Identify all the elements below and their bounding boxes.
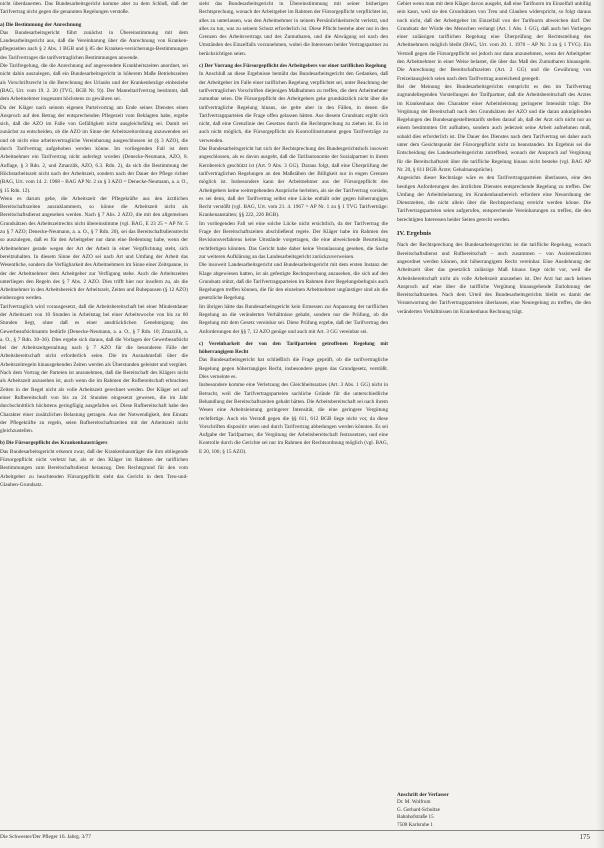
page-footer: [0, 830, 604, 845]
paragraph: Insbesondere komme eine Verletzung des Gleichheitssatzes (Art. 3 Abs. 1 GG) nicht in Betracht, weil die Tarifvertragsparteien sachliche Gründe für die unterschiedliche Behandlung der Bereitschaftszeiten gehabt hätten. Die Arbeitsbereitschaft sei nach ihrem Wesen eine Arbeitsleistung geringerer Intensität, die eine geringere Vergütung rechtfertige. Auch ein Verstoß gegen die §§ 611, 612 BGB liege nicht vor, da diese Vorschriften dispositiv seien und durch Tarifvertrag abbedungen werden könnten. Es sei Aufgabe der Tarifpartner, die Vergütung der Arbeitsbereitschaft festzusetzen, und eine Kontrolle durch die Gerichte sei nur im Rahmen der Rechtsordnung möglich (vgl. BAG, E 20, 106; § 15 AZO).: [199, 382, 388, 455]
author-line: Bahnhofstraße 15: [397, 814, 434, 821]
paragraph: Tarifvertraglich wird vorausgesetzt, daß die Arbeitsbereitschaft bei einer Mindestdauer der Arbeitszeit von 10 Stunden in Arbeitstag bei einer Arbeitswoche von bis zu 60 Stunden liegt, ohne daß es einer ausdrücklichen Genehmigung des Gewerbeaufsichtsamts bedürfe (Denecke-Neumann, a. a. O., § 7 Rdn. 10; Zmarzlik, a. a. O., § 7 Rdn. 30–36). Dies ergebe sich daraus, daß die Vorlagen der Gewerbeaufsicht bei der Arbeitszeitgestaltung nach § 7 AZO für die besonderen Fälle der Arbeitsbereitschaft nicht erforderlich seien. Die im Ausnahmefall über die Arbeitszeitregeln hinausgehenden Zeiten werden als Überstunden geleistet und vergütet.: [0, 303, 188, 368]
paragraph: sieht das Bundesarbeitsgericht in Übereinstimmung mit seiner bisherigen Rechtsprechung, wonach der Arbeitgeber im Rahmen der Fürsorgepflicht verpflichtet ist, alles zu unterlassen, was den Arbeitnehmer in seinem Persönlichkeitsrecht verletzt, und alles zu tun, was zu seinem Schutz erforderlich ist. Diese Pflicht bestehe aber nur in den Grenzen des Arbeitsvertrags und des Zumutbaren, und die Abwägung sei nach den Umständen des Einzelfalls vorzunehmen, wobei die Interessen beider Vertragspartner zu berücksichtigen seien.: [199, 1, 388, 57]
author-address-heading: Anschrift der Verfasser: [397, 792, 449, 798]
text-column-left: [0, 0, 188, 815]
paragraph: Im vorliegenden Fall sei eine solche Lücke nicht ersichtlich, da der Tarifvertrag die Frage der Bereitschaftszeiten abschließend regele. Der Kläger habe im Rahmen des Revisionsverfahrens keine Umstände vorgetragen, die eine abweichende Beurteilung rechtfertigen könnten. Das Gericht habe daher keine Veranlassung gesehen, die Sache zur weiteren Aufklärung an das Landesarbeitsgericht zurückzuverweisen.: [199, 220, 388, 260]
paragraph: Die insoweit Landesarbeitsgericht und Bundesarbeitsgericht mit dem ersten Instanz der Klage abgewiesen hatten, ist als gefestigte Rechtsprechung anzusehen, die sich auf den Grundsatz stützt, daß die Tarifvertragsparteien im Rahmen ihrer Regelungsbefugnis auch Regelungen treffen können, die für den einzelnen Arbeitnehmer ungünstiger sind als die gesetzliche Regelung.: [199, 262, 388, 302]
paragraph: Das Bundesarbeitsgericht hat schließlich die Frage geprüft, ob die tarifvertragliche Regelung gegen höherrangiges Recht, insbesondere gegen das Grundgesetz, verstößt. Dies verneinte es.: [199, 357, 388, 381]
page-number: 175: [579, 833, 590, 841]
paragraph: Nach der Rechtsprechung des Bundesarbeitsgerichts ist die tarifliche Regelung, wonach Bereitschaftsdienst und Rufbereitschaft – auch zusammen – von Assistenzärzten angeordnet werden können, mit höherrangigem Recht vereinbar. Eine Ausdehnung der Arbeitszeit über das gesetzlich zulässige Maß hinaus liege nicht vor, weil die Arbeitsbereitschaft nicht als volle Arbeitszeit anzusehen ist. Der Arzt hat auch keinen Anspruch auf eine über die tarifliche Vergütung hinausgehende Entlohnung der Bereitschaftszeiten. Nach dem Urteil des Bundesarbeitsgerichts bleibt es damit der Verantwortung der Tarifvertragsparteien überlassen, eine Neuregelung zu treffen, die den veränderten Verhältnissen im Krankenhaus Rechnung trägt.: [397, 242, 591, 315]
paragraph: Die Tarifregelung, die die Anrechnung auf angewendete Krankheitszeiten anordnet, sei nicht dahin auszulegen, daß ein Bundesarbeitsgericht in höherem Maße Betriebszeiten als Vorschriftsrecht in die Berechnung des Urlaubs und der Krankenbezüge einbeziehe (BAG, Urt. vom 19. 2. 20 (TVG, BGB Nr. 9)). Der Manteltarifvertrag bestimmt, daß dem Arbeitnehmer insgesamt höchstens zu gewähren sei.: [0, 63, 188, 103]
paragraph: Da der Kläger nach seinem eigenen Parteivortrag am Ende seines Dienstes einen Anspruch auf den Betrag der entsprechenden Pflegezeit vom Beklagten habe, ergebe sich, daß die AZO im Falle von Gefälligkeit nicht ausgleichsfähig sei. Damit sei zunächst zu entscheiden, ob die AZO im Sinne der Arbeitszeitordnung anzuwenden sei und ob nicht eine arbeitsvertragliche Vereinbarung ausgeschlossen ist (§ 3 AZO), die durch Tarifvertrag aufgehoben werden könne. Im vorliegenden Fall ist dem Arbeitnehmer ein Tarifvertrag nicht auferlegt worden (Denecke-Neumann, AZO, 8. Auflage, § 3 Rdn. 2, und Zmarzlik, AZO, 6.3. Rdn. 2), da sich die Bestimmung der Höchstarbeitszeit nicht nach der Arbeitszeit, sondern nach der Dauer der Pflege richtet (BAG, Urt. vom 14. 2. 1968 – BAG AP Nr. 2 zu § 3 AZO = Denecke-Neumann, a. a. O., § 15 Rdn. 12).: [0, 104, 188, 194]
paragraph: In Anschluß an diese Ergebnisse bemüht das Bundesarbeitsgericht den Gedanken, daß der Arbeitgeber im Falle einer tariflichen Regelung verpflichtet sei, unter Beachtung der tarifvertraglichen Vorschriften diejenigen Maßnahmen zu treffen, die dem Arbeitnehmer zumutbar seien. Die Fürsorgepflicht des Arbeitgebers gehe grundsätzlich nicht über die tarifvertragliche Regelung hinaus, sie gelte aber in den Fällen, in denen die Tarifvertragsparteien die Frage offen gelassen hätten. Aus diesem Grundsatz ergibt sich nicht, daß eine Grenzlinie des Gesetzes durch die Rechtsprechung zu ziehen ist. Es ist auch nicht möglich, die Fürsorgepflicht als Kontrollinstrument gegen Tarifverträge zu verwenden.: [199, 71, 388, 144]
paragraph: Gebiet wenn man mit dem Kläger davon ausgeht, daß eine Tarifnorm im Einzelfall unbillig sein kann, weil sie den Grundsätzen von Treu und Glauben widerspricht, so folgt daraus noch nicht, daß der Arbeitgeber im Einzelfall von der Tarifnorm abweichen darf. Der Grundsatz der Würde des Menschen verlangt (Art. 1 Abs. 1 GG), daß auch bei Vorliegen einer zulässigen tariflichen Regelung eine Überprüfung der Rechtsstellung des Arbeitnehmers möglich bleibt (BAG, Urt. vom 20. 1. 1970 – AP Nr. 3 zu § 1 TVG). Ein Verstoß gegen die Fürsorgepflicht sei jedoch nur dann anzunehmen, wenn der Arbeitgeber den Arbeitnehmer in einer Weise belastet, die über das Maß des Zumutbaren hinausgeht. Die Anrechnung der Bereitschaftszeiten (Art. 2 GG) und die Gewährung von Freizeitausgleich seien nach dem Tarifvertrag ausreichend geregelt.: [397, 1, 591, 82]
page-edge-shadow: [596, 0, 604, 848]
paragraph: Das Bundesarbeitsgericht hat sich der Rechtsprechung des Bundesgerichtshofs insoweit angeschlossen, als es davon ausgeht, daß die Tarifautonomie der Sozialpartner in ihrem Kernbereich geschützt ist (Art. 9 Abs. 3 GG). Daraus folgt, daß eine Überprüfung der tarifvertraglichen Regelungen an den Maßstäben der Billigkeit nur in engen Grenzen möglich ist. Insbesondere kann der Arbeitnehmer aus der Fürsorgepflicht des Arbeitgebers keine weitergehenden Ansprüche herleiten, als sie der Tarifvertrag vorsieht, es sei denn, daß der Tarifvertrag selbst eine Lücke enthält oder gegen höherrangiges Recht verstößt (vgl. BAG, Urt. vom 21. 4. 1967 = AP Nr. 1 zu § 1 TVG Tarifverträge: Krankenanstalten; §§ 222, 226 BGB).: [199, 146, 388, 219]
subsection-heading: b) Die Fürsorgepflicht des Krankenhausträgers: [0, 440, 108, 447]
subsection-heading: c) Der Vorrang des Fürsorgepflicht des Arbeitgebers vor einer tariflichen Regelung: [199, 63, 387, 70]
section-heading: IV. Ergebnis: [397, 230, 431, 238]
text-column-right: [397, 0, 591, 815]
subsection-heading: c) Vereinbarkeit der von den Tarifparteien getroffenen Regelung mit höherrangigem Recht: [199, 340, 388, 356]
paragraph: nicht überdauerten. Das Bundesarbeitsgericht komme aber zu dem Schluß, daß der Tarifvertrag nicht gegen die genannten Regelungen verstoße.: [0, 1, 188, 16]
author-line: 7500 Karlsruhe 1: [397, 821, 434, 828]
paragraph: Das Bundesarbeitsgericht erkennt zwar, daß der Krankenhausträger die ihm obliegende Fürsorgepflicht nicht verletzt hat, als er den Kläger im Rahmen der tariflichen Bestimmungen zum Bereitschaftsdienst heranzog. Den Rechtsgrund für den vom Arbeitgeber zu beachtenden Fürsorgepflicht sieht das Gericht in dem Treu-und-Glauben-Grundsatz.: [0, 448, 188, 488]
paragraph: Das Bundesarbeitsgericht führt zunächst in Übereinstimmung mit dem Landesarbeitsgericht aus, daß die Vereinbarung über die Anrechnung von Kranken-pflegezeiten nach § 2 Abs. 1 BGB und § 85 der Kranken-versicherungs-Bestimmungen des Tarifvertrages die tarifvertraglichen Bestimmungen anwende.: [0, 29, 188, 61]
author-address-block: [397, 792, 591, 829]
paragraph: Im übrigen hätte das Bundesarbeitsgericht kein Ermessen zur Anpassung der tariflichen Regelung an die veränderten Verhältnisse gehabt, sondern nur die Prüfung, ob die Regelung mit dem Gesetz vereinbar sei. Diese Prüfung ergebe, daß der Tarifvertrag den Anforderungen der §§ 7, 12 AZO genüge und auch mit Art. 3 GG vereinbar sei.: [199, 303, 388, 335]
text-column-middle: [199, 0, 388, 815]
paragraph: Angesichts dieser Rechtslage wäre es den Tarifvertragsparteien überlassen, eine den heutigen Anforderungen des ärztlichen Dienstes entsprechende Regelung zu treffen. Der Umfang der Arbeitsbelastung im Krankenhausbereich erfordere eine Neuordnung der Dienstzeiten, die nicht allein über die Rechtsprechung erreicht werden könne. Die Tarifvertragsparteien seien aufgerufen, entsprechende Vereinbarungen zu treffen, die den berechtigten Interessen beider Seiten gerecht werden.: [397, 175, 591, 223]
paragraph: Nach dem Vortrag der Parteien ist anzunehmen, daß die Bereitschaft des Klägers nicht als Arbeitszeit anzusehen ist, auch wenn die im Rahmen der Rufbereitschaft erbrachten Zeiten in der Regel nicht als volle Arbeitszeit gerechnet werden. Der Kläger sei auf einer Rufbereitschaft von bis zu 24 Stunden eingesetzt gewesen, die im Jahr durchschnittlich höchstens geringfügig ausgefallen sei. Diese Rufbereitschaft habe den Charakter einer zusätzlichen Belastung getragen. Aus der Notwendigkeit, den Einsatz der Pflegekräfte zu regeln, seien Rufbereitschaftszeiten mit der Arbeitszeit nicht gleichzustellen.: [0, 370, 188, 435]
paragraph: Wenn es darum gehe, die Arbeitszeit der Pflegekräfte aus den ärztlichen Bereitschaftszeiten auszuklammern, so könne die Arbeitszeit nicht als Bereitschaftsdienst angesehen werden. Nach § 7 Abs. 2 AZO, die mit den allgemeinen Grundsätzen des Arbeitszeitrechts nicht übereinstimme (vgl. BAG, E 23 25 = AP Nr. 5 zu § 7 AZO; Denecke-Neumann, a. a. O., § 7 Rdn. 20), sei das Bereitschaftsdienstrecht so auszulegen, daß es für den Arbeitgeber nur dann eine Bedeutung habe, wenn der Arbeitnehmer gerade wegen der Art der Arbeit in einer Verpflichtung steht, sich bereitzuhalten. In diesem Sinne der AZO sei nach Art und Umfang der Arbeit das Wesentliche, sondern die Verfügbarkeit des Arbeitnehmers im Sinne einer Zeitspanne, in der der Arbeitnehmer dem Arbeitgeber zur Verfügung stehe. Auch die Arbeitszeiten unterliegen den Regeln des § 7 Abs. 2 AZO. Dies trifft hier nur insofern zu, als die Arbeitnehmer in den Arbeitsbereich der Arbeitszeit, Zeiten und Ruhepausen (§ 12 AZO) einbezogen werden.: [0, 195, 188, 302]
paragraph: Bei der Meinung des Bundesarbeitsgerichts entspricht es den im Tarifvertrag zugrundeliegenden Vorstellungen der Tarifpartner, daß die Arbeitsbereitschaft des Arztes im Krankenhaus den Charakter einer Arbeitsleistung geringerer Intensität trägt. Die Vergütung der Bereitschaft nach den Grundsätzen der AZO und die daran anknüpfenden Regelungen des Bundesangestelltentarifs stellen darauf ab, daß der Arzt sich nicht nur an einem bestimmten Ort aufhalten, sondern auch jederzeit seine Arbeit aufnehmen muß, sobald dies erforderlich ist. Die Dauer des Dienstes nach dem Tarifvertrag sei daher auch unter dem Gesichtspunkt der Fürsorgepflicht nicht zu beanstanden. Im Ergebnis sei die Entscheidung des Landesarbeitsgerichts zutreffend, wonach der Anspruch auf Vergütung für die Bereitschaftszeit über die tarifliche Regelung hinaus nicht bestehe (vgl. BAG AP Nr. 20, § 611 BGB Ärzte; Gehaltsansprüche).: [397, 83, 591, 173]
author-line: Dr. M. Wolfrum: [397, 799, 431, 806]
subsection-heading: a) Die Bestimmung der Anrechnung: [0, 21, 82, 28]
author-line: G. Gerhard-Schultze: [397, 806, 440, 813]
journal-reference: Die Schwester/Der Pfleger 16. Jahrg. 3/77: [0, 834, 92, 840]
